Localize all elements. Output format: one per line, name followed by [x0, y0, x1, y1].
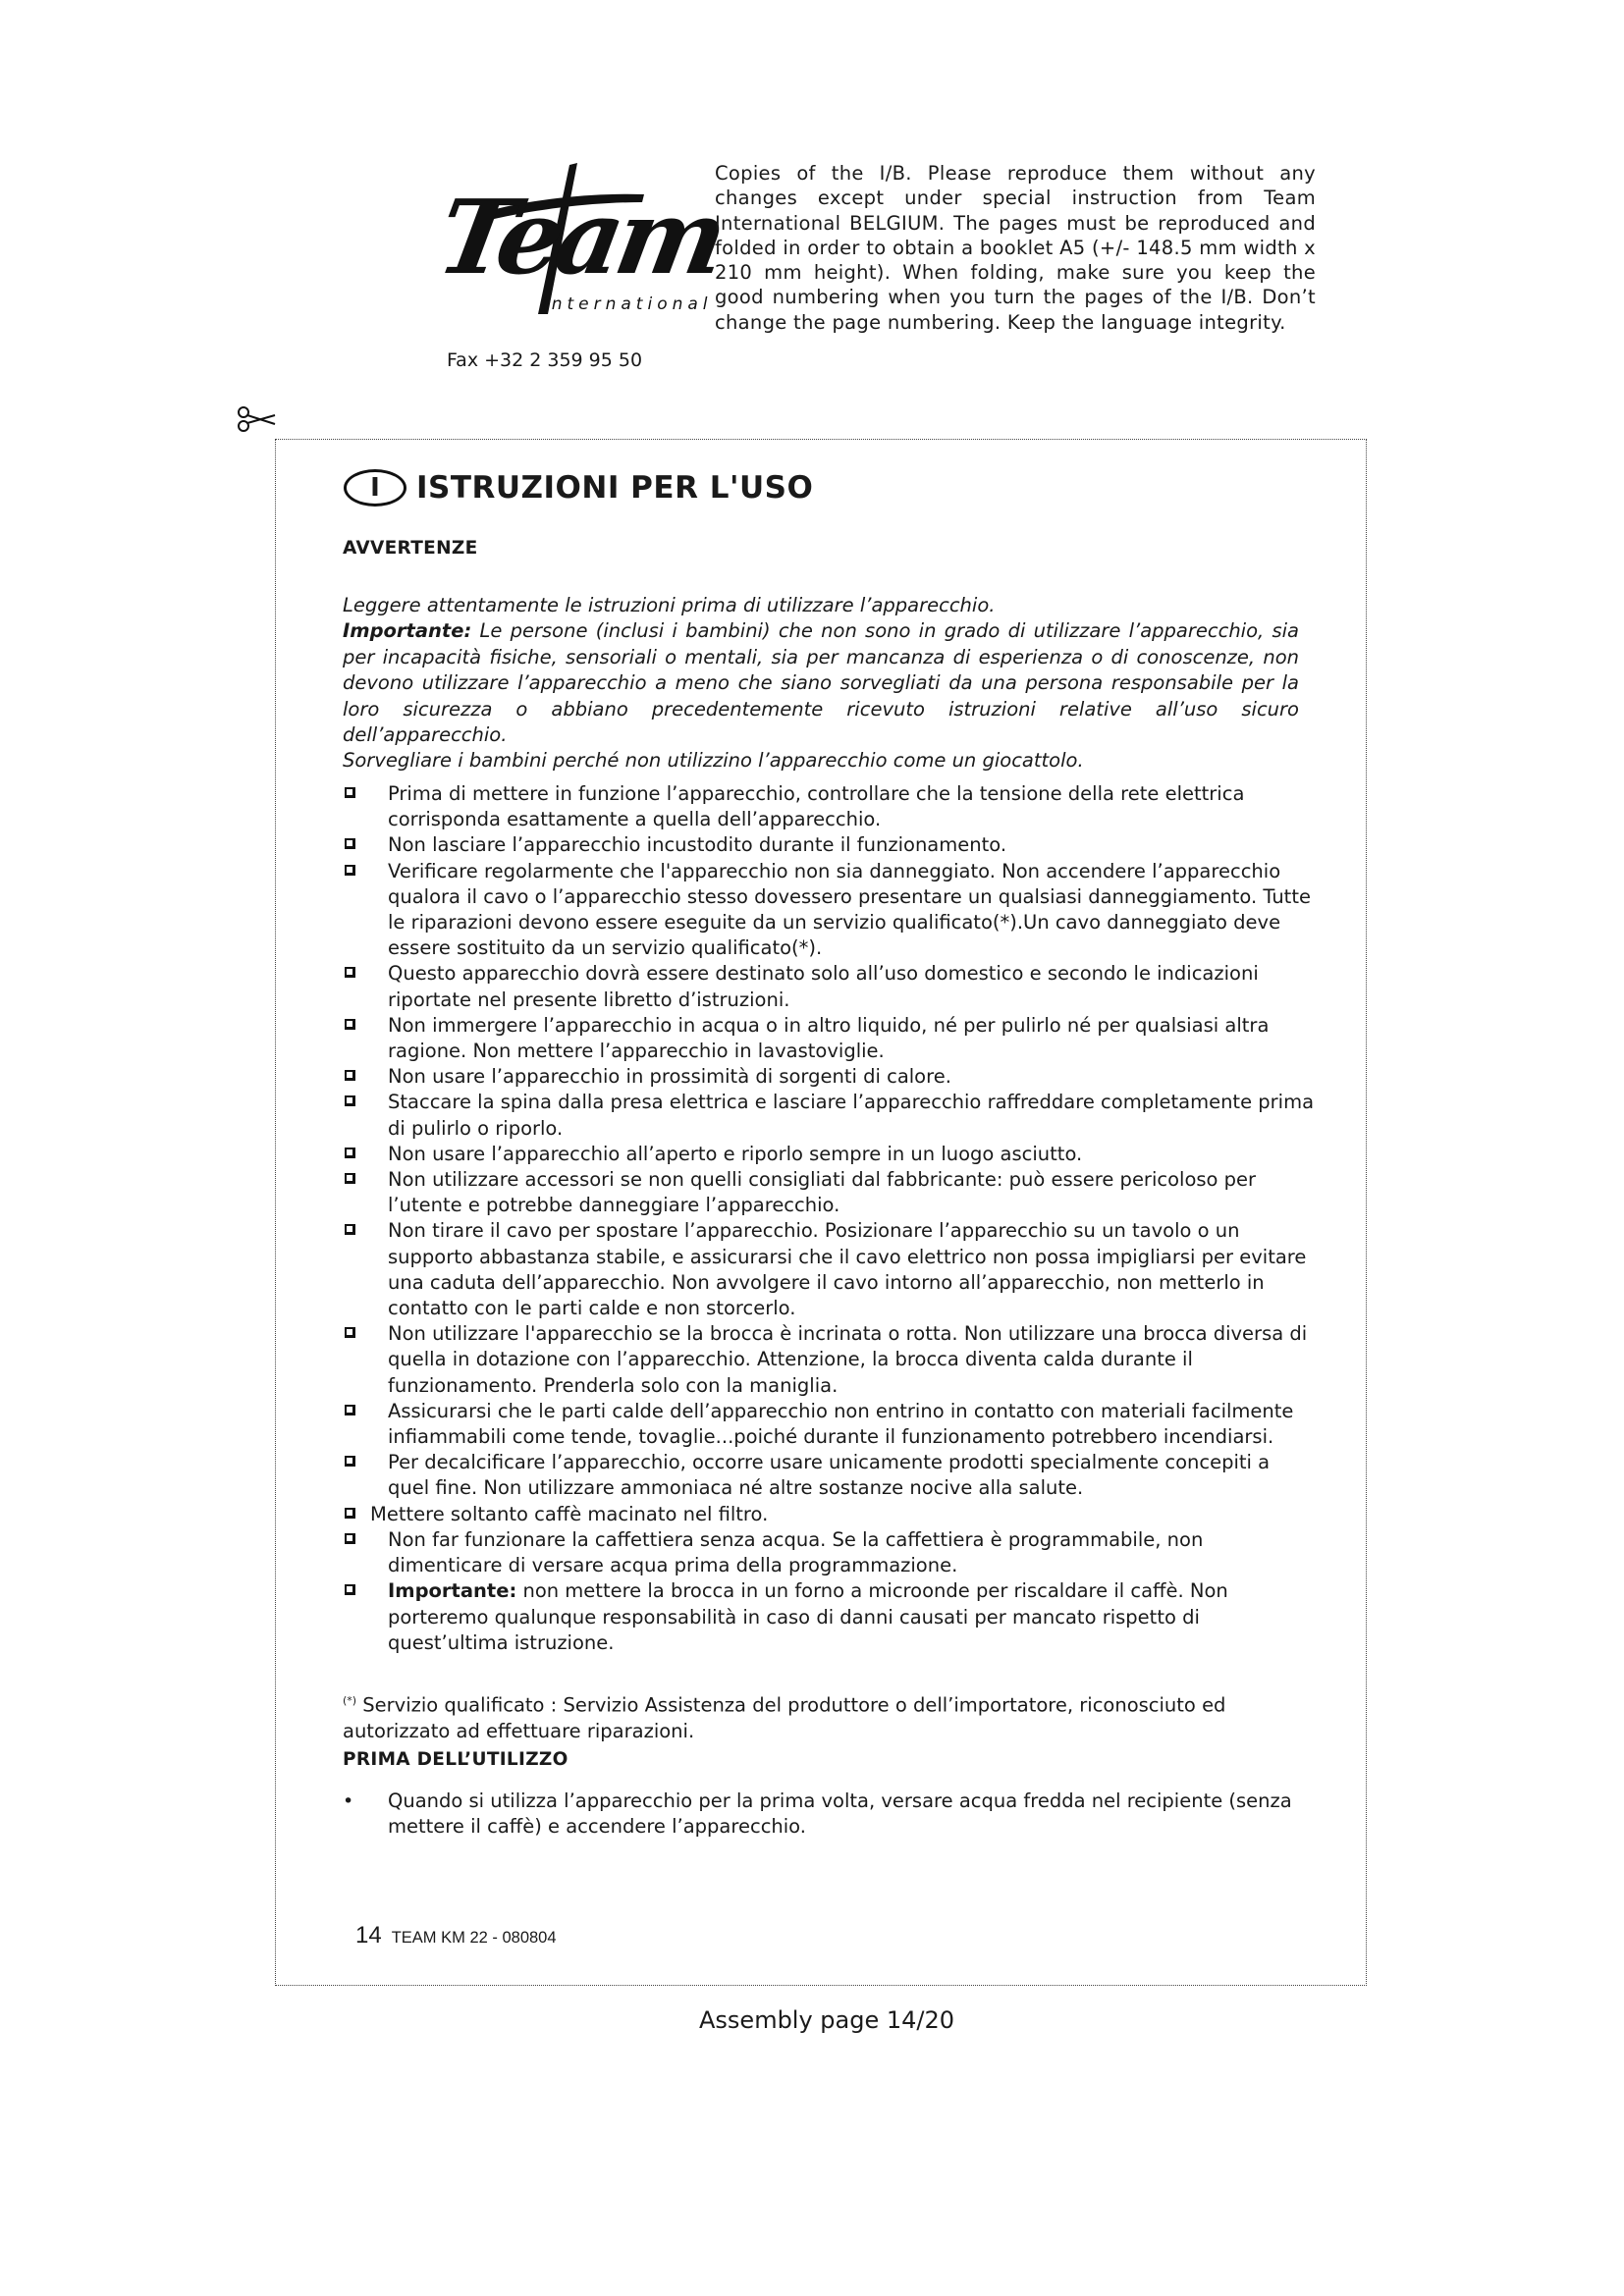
- checkbox-bullet-icon: [345, 1070, 355, 1081]
- footnote: [343, 1688, 1315, 1744]
- list-item: Non utilizzare accessori se non quelli consigliati dal fabbricante: può essere pericoloso per l’utente e potrebbe danneggiare l’apparecchio.: [343, 1167, 1315, 1218]
- footnote-mark: (*): [343, 1694, 357, 1707]
- checkbox-bullet-icon: [345, 1584, 355, 1595]
- checkbox-bullet-icon: [345, 1327, 355, 1338]
- checkbox-bullet-icon: [345, 838, 355, 849]
- important-label: Importante:: [388, 1579, 517, 1603]
- checkbox-bullet-icon: [345, 1224, 355, 1235]
- intro-line: Leggere attentamente le istruzioni prima di utilizzare l’apparecchio.: [343, 594, 996, 616]
- language-badge: I: [344, 469, 406, 507]
- list-item: Questo apparecchio dovrà essere destinato solo all’uso domestico e secondo le indicazioni riportate nel presente libretto d’istruzioni.: [343, 961, 1315, 1012]
- list-item: Non usare l’apparecchio all’aperto e riporlo sempre in un luogo asciutto.: [343, 1142, 1315, 1167]
- checkbox-bullet-icon: [345, 1456, 355, 1467]
- before-use-text: Quando si utilizza l’apparecchio per la prima volta, versare acqua fredda nel recipiente (senza mettere il caffè) e accendere l’apparecchio.: [388, 1789, 1292, 1838]
- warnings-title: AVVERTENZE: [343, 538, 478, 559]
- list-item-important: Importante: non mettere la brocca in un forno a microonde per riscaldare il caffè. Non porteremo qualunque responsabilità in caso di danni causati per mancato rispetto di quest’ultima istruzione.: [343, 1578, 1315, 1656]
- list-item: Assicurarsi che le parti calde dell’apparecchio non entrino in contatto con materiali facilmente infiammabili come tende, tovaglie...poiché durante il funzionamento potrebbero incendiarsi.: [343, 1399, 1315, 1450]
- before-use-title: PRIMA DELL’UTILIZZO: [343, 1749, 568, 1770]
- footnote-text: Servizio qualificato : Servizio Assistenza del produttore o dell’importatore, riconosciuto ed autorizzato ad effettuare riparazioni.: [343, 1693, 1226, 1742]
- list-item: Non far funzionare la caffettiera senza acqua. Se la caffettiera è programmabile, non dimenticare di versare acqua prima della programmazione.: [343, 1527, 1315, 1578]
- checkbox-bullet-icon: [345, 1173, 355, 1184]
- model-code: TEAM KM 22 - 080804: [391, 1929, 557, 1947]
- checkbox-bullet-icon: [345, 1019, 355, 1030]
- logo-word: Team: [429, 177, 731, 297]
- intro-line: Sorvegliare i bambini perché non utilizzino l’apparecchio come un giocattolo.: [343, 749, 1084, 773]
- intro-important: [343, 618, 1299, 748]
- list-item: Mettere soltanto caffè macinato nel filtro.: [343, 1502, 1315, 1527]
- checkbox-bullet-icon: [345, 1148, 355, 1158]
- logo-subtitle: international: [542, 294, 713, 314]
- team-international-logo: [422, 157, 731, 334]
- checkbox-bullet-icon: [345, 1095, 355, 1106]
- page-number: 14: [355, 1922, 382, 1949]
- checkbox-bullet-icon: [345, 865, 355, 876]
- list-item: Non usare l’apparecchio in prossimità di sorgenti di calore.: [343, 1064, 1315, 1090]
- page-title: ISTRUZIONI PER L'USO: [416, 470, 814, 506]
- assembly-page-label: Assembly page 14/20: [699, 2006, 955, 2034]
- copy-instructions: Copies of the I/B. Please reproduce them without any changes except under special instruction from Team International BELGIUM. The pages must be reproduced and folded in order to obtain a booklet A5 (+/- 148.5 mm width x 210 mm height). When folding, make sure you keep the good numbering when you turn the pages of the I/B. Don’t change the page numbering. Keep the language integrity.: [715, 162, 1316, 334]
- warnings-list: [343, 781, 1315, 1656]
- scissors-icon: [236, 406, 279, 432]
- fax-number: Fax +32 2 359 95 50: [447, 349, 643, 371]
- page-footer: [355, 1922, 557, 1949]
- important-label: Importante:: [343, 619, 472, 643]
- list-item: Per decalcificare l’apparecchio, occorre usare unicamente prodotti specialmente concepiti a quel fine. Non utilizzare ammoniaca né altre sostanze nocive alla salute.: [343, 1450, 1315, 1501]
- checkbox-bullet-icon: [345, 1508, 355, 1519]
- checkbox-bullet-icon: [345, 967, 355, 978]
- checkbox-bullet-icon: [345, 1405, 355, 1415]
- checkbox-bullet-icon: [345, 1533, 355, 1544]
- list-item: [343, 1789, 1315, 1840]
- bullet-icon: •: [343, 1790, 354, 1812]
- page-heading: [344, 469, 813, 507]
- warnings-intro: [343, 593, 1299, 774]
- list-item: Non lasciare l’apparecchio incustodito durante il funzionamento.: [343, 832, 1315, 858]
- list-item: Prima di mettere in funzione l’apparecchio, controllare che la tensione della rete elettrica corrisponda esattamente a quella dell’apparecchio.: [343, 781, 1315, 832]
- checkbox-bullet-icon: [345, 787, 355, 798]
- intro-important-text: Le persone (inclusi i bambini) che non sono in grado di utilizzare l’apparecchio, sia per incapacità fisiche, sensoriali o mentali, sia per mancanza di esperienza o di conoscenze, non devono utilizzare l’apparecchio a meno che siano sorvegliati da una persona responsabile per la loro sicurezza o abbiano precedentemente ricevuto istruzioni relative all’uso sicuro dell’apparecchio.: [343, 619, 1299, 747]
- list-item: Non immergere l’apparecchio in acqua o in altro liquido, né per pulirlo né per qualsiasi altra ragione. Non mettere l’apparecchio in lavastoviglie.: [343, 1013, 1315, 1064]
- list-item: Staccare la spina dalla presa elettrica e lasciare l’apparecchio raffreddare completamente prima di pulirlo o riporlo.: [343, 1090, 1315, 1141]
- list-item: Non utilizzare l'apparecchio se la brocca è incrinata o rotta. Non utilizzare una brocca diversa di quella in dotazione con l’apparecchio. Attenzione, la brocca diventa calda durante il funzionamento. Prenderla solo con la maniglia.: [343, 1321, 1315, 1399]
- list-item: Verificare regolarmente che l'apparecchio non sia danneggiato. Non accendere l’apparecchio qualora il cavo o l’apparecchio stesso dovessero presentare un qualsiasi danneggiamento. Tutte le riparazioni devono essere eseguite da un servizio qualificato(*).Un cavo danneggiato deve essere sostituito da un servizio qualificato(*).: [343, 859, 1315, 962]
- list-item: Non tirare il cavo per spostare l’apparecchio. Posizionare l’apparecchio su un tavolo o un supporto abbastanza stabile, e assicurarsi che il cavo elettrico non possa impigliarsi per evitare una caduta dell’apparecchio. Non avvolgere il cavo intorno all’apparecchio, non metterlo in contatto con le parti calde e non storcerlo.: [343, 1218, 1315, 1321]
